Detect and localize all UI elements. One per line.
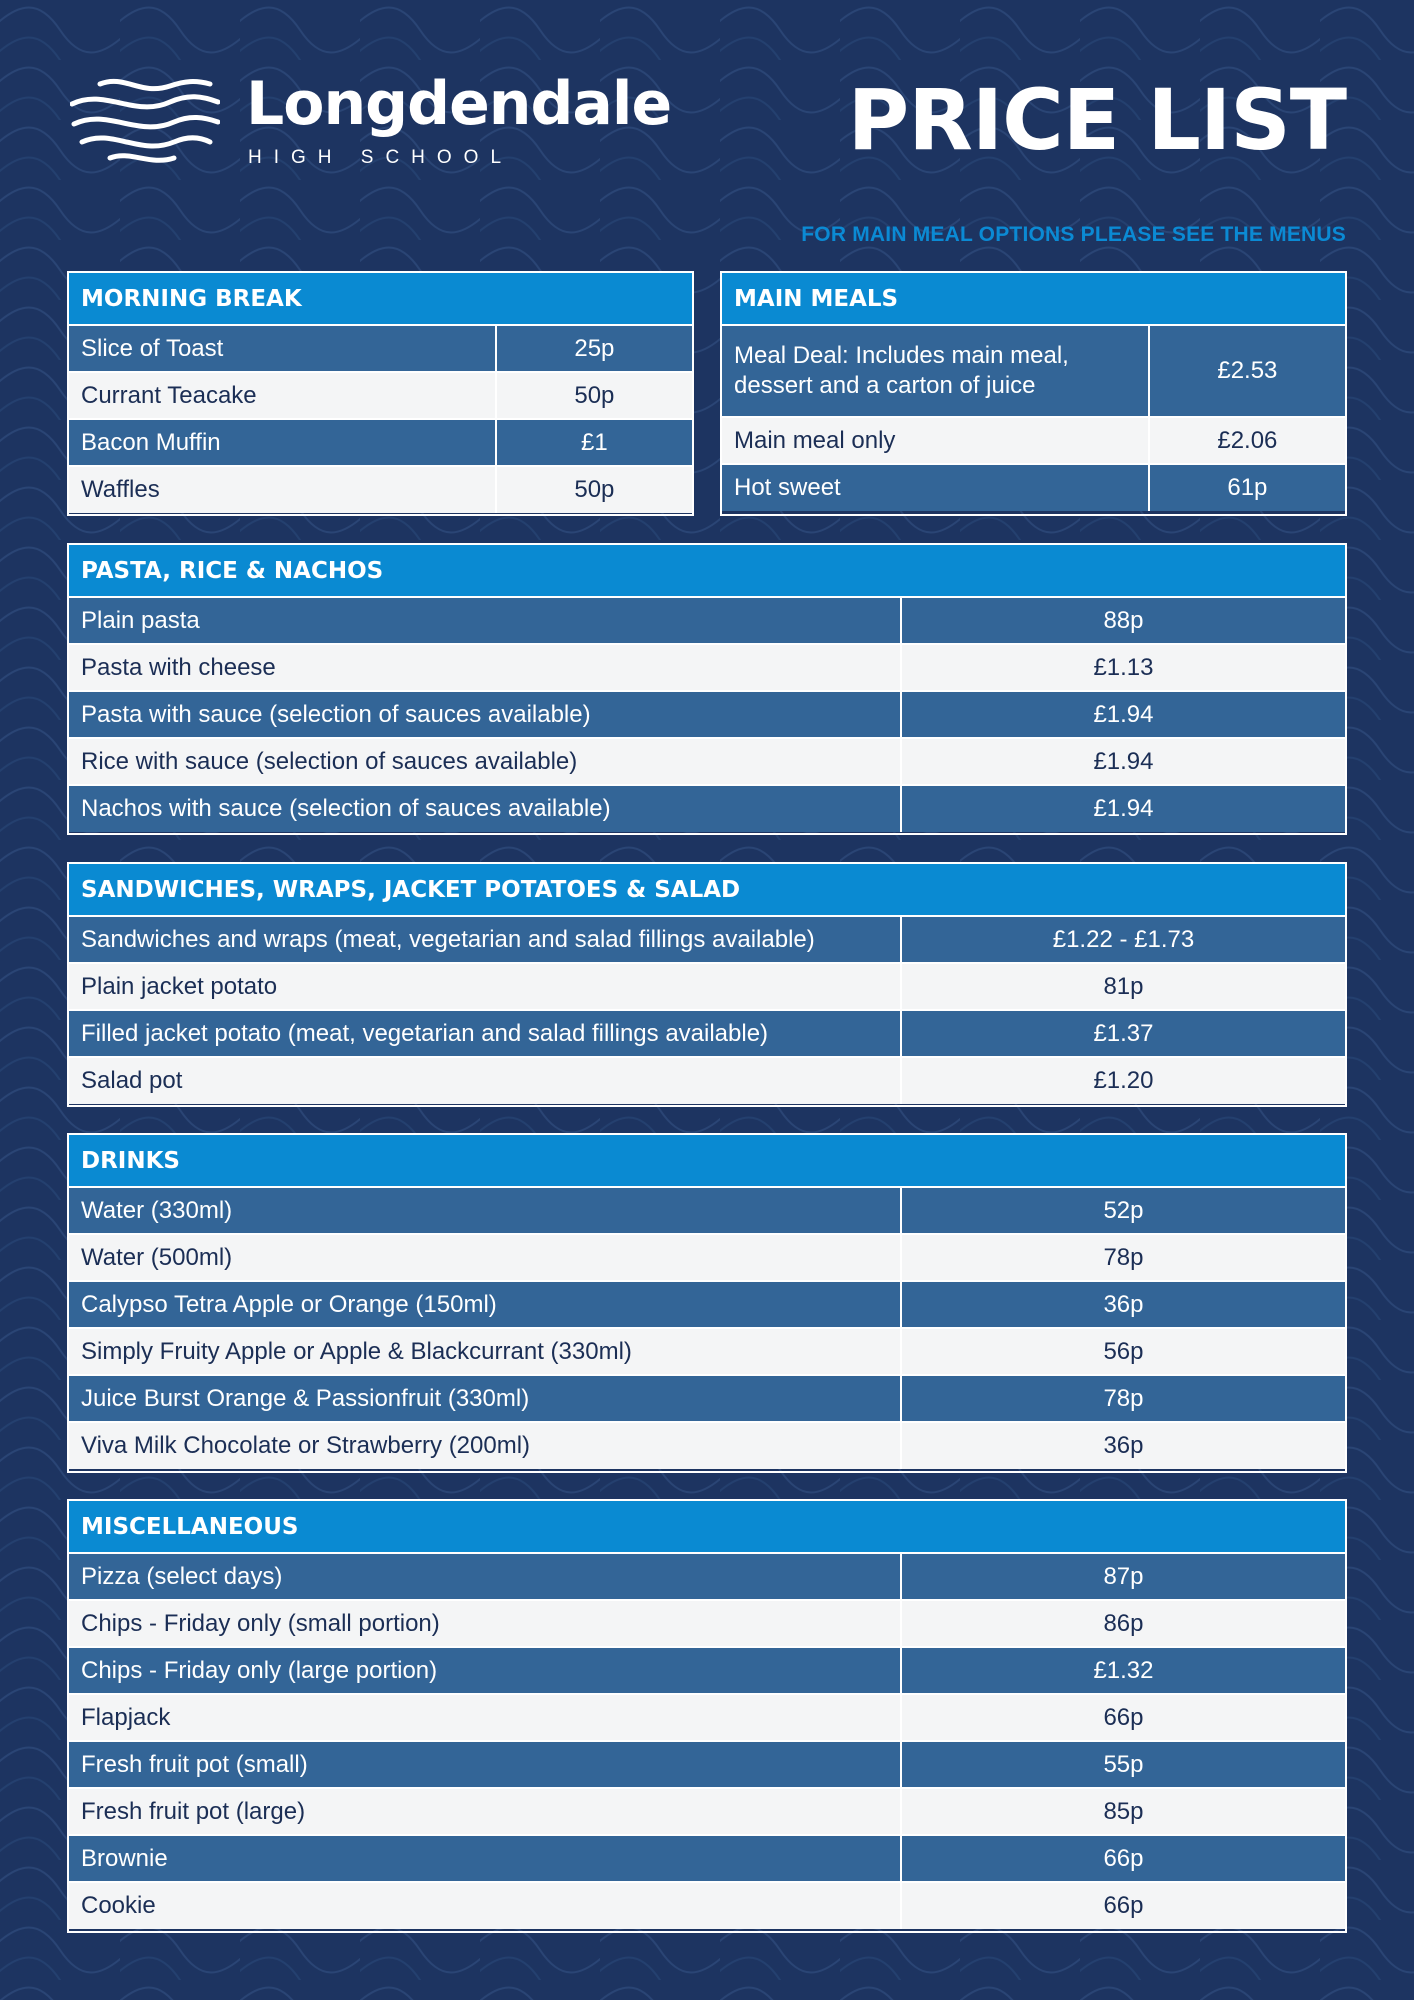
price-row [69, 785, 1345, 832]
item-price: 55p [901, 1741, 1345, 1788]
morning-break-table [69, 273, 692, 513]
morning-break-section [67, 271, 694, 516]
item-price: £1.32 [901, 1647, 1345, 1694]
sandwiches-table [69, 864, 1345, 1104]
item-price: 85p [901, 1788, 1345, 1835]
item-price: £1.20 [901, 1057, 1345, 1104]
item-name: Salad pot [69, 1057, 901, 1104]
price-row [722, 464, 1345, 511]
price-row [69, 372, 692, 419]
price-row [69, 1741, 1345, 1788]
item-name: Pasta with sauce (selection of sauces available) [69, 691, 901, 738]
item-name: Water (330ml) [69, 1187, 901, 1234]
item-name: Currant Teacake [69, 372, 496, 419]
drinks-table [69, 1135, 1345, 1469]
wave-logo-icon [70, 76, 220, 166]
sandwiches-section [67, 862, 1347, 1107]
section-header: MORNING BREAK [69, 273, 692, 325]
item-name: Chips - Friday only (small portion) [69, 1600, 901, 1647]
item-price: 50p [496, 372, 692, 419]
price-row [69, 1328, 1345, 1375]
item-name: Plain pasta [69, 597, 901, 644]
price-row [69, 1694, 1345, 1741]
price-row [69, 963, 1345, 1010]
item-price: 36p [901, 1281, 1345, 1328]
item-name: Water (500ml) [69, 1234, 901, 1281]
item-price: 36p [901, 1422, 1345, 1469]
miscellaneous-section [67, 1499, 1347, 1933]
pasta-rice-nachos-section [67, 543, 1347, 835]
section-header: MAIN MEALS [722, 273, 1345, 325]
item-name: Hot sweet [722, 464, 1149, 511]
drinks-section [67, 1133, 1347, 1473]
price-row [69, 1375, 1345, 1422]
price-row [69, 1057, 1345, 1104]
section-header: PASTA, RICE & NACHOS [69, 545, 1345, 597]
item-name: Bacon Muffin [69, 419, 496, 466]
item-name: Meal Deal: Includes main meal, dessert and a carton of juice [722, 325, 1149, 417]
item-name: Plain jacket potato [69, 963, 901, 1010]
item-price: 61p [1149, 464, 1345, 511]
item-price: 25p [496, 325, 692, 372]
item-name: Slice of Toast [69, 325, 496, 372]
item-price: £1.13 [901, 644, 1345, 691]
price-row [69, 1600, 1345, 1647]
item-name: Pasta with cheese [69, 644, 901, 691]
pasta-table [69, 545, 1345, 832]
price-row [69, 1882, 1345, 1929]
item-price: 56p [901, 1328, 1345, 1375]
item-price: 88p [901, 597, 1345, 644]
item-price: 66p [901, 1835, 1345, 1882]
item-price: 87p [901, 1553, 1345, 1600]
section-header: SANDWICHES, WRAPS, JACKET POTATOES & SALAD [69, 864, 1345, 916]
price-row [69, 1553, 1345, 1600]
price-row [69, 1234, 1345, 1281]
school-subtitle: HIGH SCHOOL [248, 147, 514, 168]
item-name: Sandwiches and wraps (meat, vegetarian and salad fillings available) [69, 916, 901, 963]
section-header: MISCELLANEOUS [69, 1501, 1345, 1553]
school-name: Longdendale [246, 69, 672, 139]
item-name: Cookie [69, 1882, 901, 1929]
item-name: Fresh fruit pot (small) [69, 1741, 901, 1788]
item-name: Rice with sauce (selection of sauces available) [69, 738, 901, 785]
item-name: Pizza (select days) [69, 1553, 901, 1600]
item-price: 66p [901, 1882, 1345, 1929]
item-price: £1 [496, 419, 692, 466]
item-name: Juice Burst Orange & Passionfruit (330ml) [69, 1375, 901, 1422]
item-name: Flapjack [69, 1694, 901, 1741]
item-name: Chips - Friday only (large portion) [69, 1647, 901, 1694]
main-meal-notice: FOR MAIN MEAL OPTIONS PLEASE SEE THE MENUS [801, 223, 1346, 246]
price-row [69, 419, 692, 466]
price-row [722, 325, 1345, 417]
price-row [69, 1647, 1345, 1694]
item-name: Brownie [69, 1835, 901, 1882]
miscellaneous-table [69, 1501, 1345, 1929]
item-name: Calypso Tetra Apple or Orange (150ml) [69, 1281, 901, 1328]
item-price: £2.06 [1149, 417, 1345, 464]
price-row [69, 691, 1345, 738]
item-name: Filled jacket potato (meat, vegetarian and salad fillings available) [69, 1010, 901, 1057]
main-meals-table [722, 273, 1345, 511]
school-logo [70, 68, 672, 178]
item-price: £1.94 [901, 738, 1345, 785]
item-name: Nachos with sauce (selection of sauces available) [69, 785, 901, 832]
price-row [69, 597, 1345, 644]
price-row [69, 738, 1345, 785]
item-price: £1.37 [901, 1010, 1345, 1057]
item-price: 86p [901, 1600, 1345, 1647]
section-header: DRINKS [69, 1135, 1345, 1187]
price-row [69, 1187, 1345, 1234]
item-name: Fresh fruit pot (large) [69, 1788, 901, 1835]
page-title: PRICE LIST [847, 71, 1346, 169]
item-price: 78p [901, 1375, 1345, 1422]
item-price: 78p [901, 1234, 1345, 1281]
price-row [69, 1788, 1345, 1835]
item-price: £1.94 [901, 691, 1345, 738]
main-meals-section [720, 271, 1347, 516]
item-name: Main meal only [722, 417, 1149, 464]
price-row [722, 417, 1345, 464]
item-price: £1.94 [901, 785, 1345, 832]
price-row [69, 325, 692, 372]
item-name: Simply Fruity Apple or Apple & Blackcurrant (330ml) [69, 1328, 901, 1375]
item-price: 66p [901, 1694, 1345, 1741]
item-price: 52p [901, 1187, 1345, 1234]
price-row [69, 644, 1345, 691]
price-row [69, 1010, 1345, 1057]
item-price: 81p [901, 963, 1345, 1010]
price-row [69, 466, 692, 513]
item-price: £1.22 - £1.73 [901, 916, 1345, 963]
item-name: Viva Milk Chocolate or Strawberry (200ml) [69, 1422, 901, 1469]
price-row [69, 1281, 1345, 1328]
item-price: £2.53 [1149, 325, 1345, 417]
item-price: 50p [496, 466, 692, 513]
price-row [69, 916, 1345, 963]
price-row [69, 1835, 1345, 1882]
price-row [69, 1422, 1345, 1469]
item-name: Waffles [69, 466, 496, 513]
